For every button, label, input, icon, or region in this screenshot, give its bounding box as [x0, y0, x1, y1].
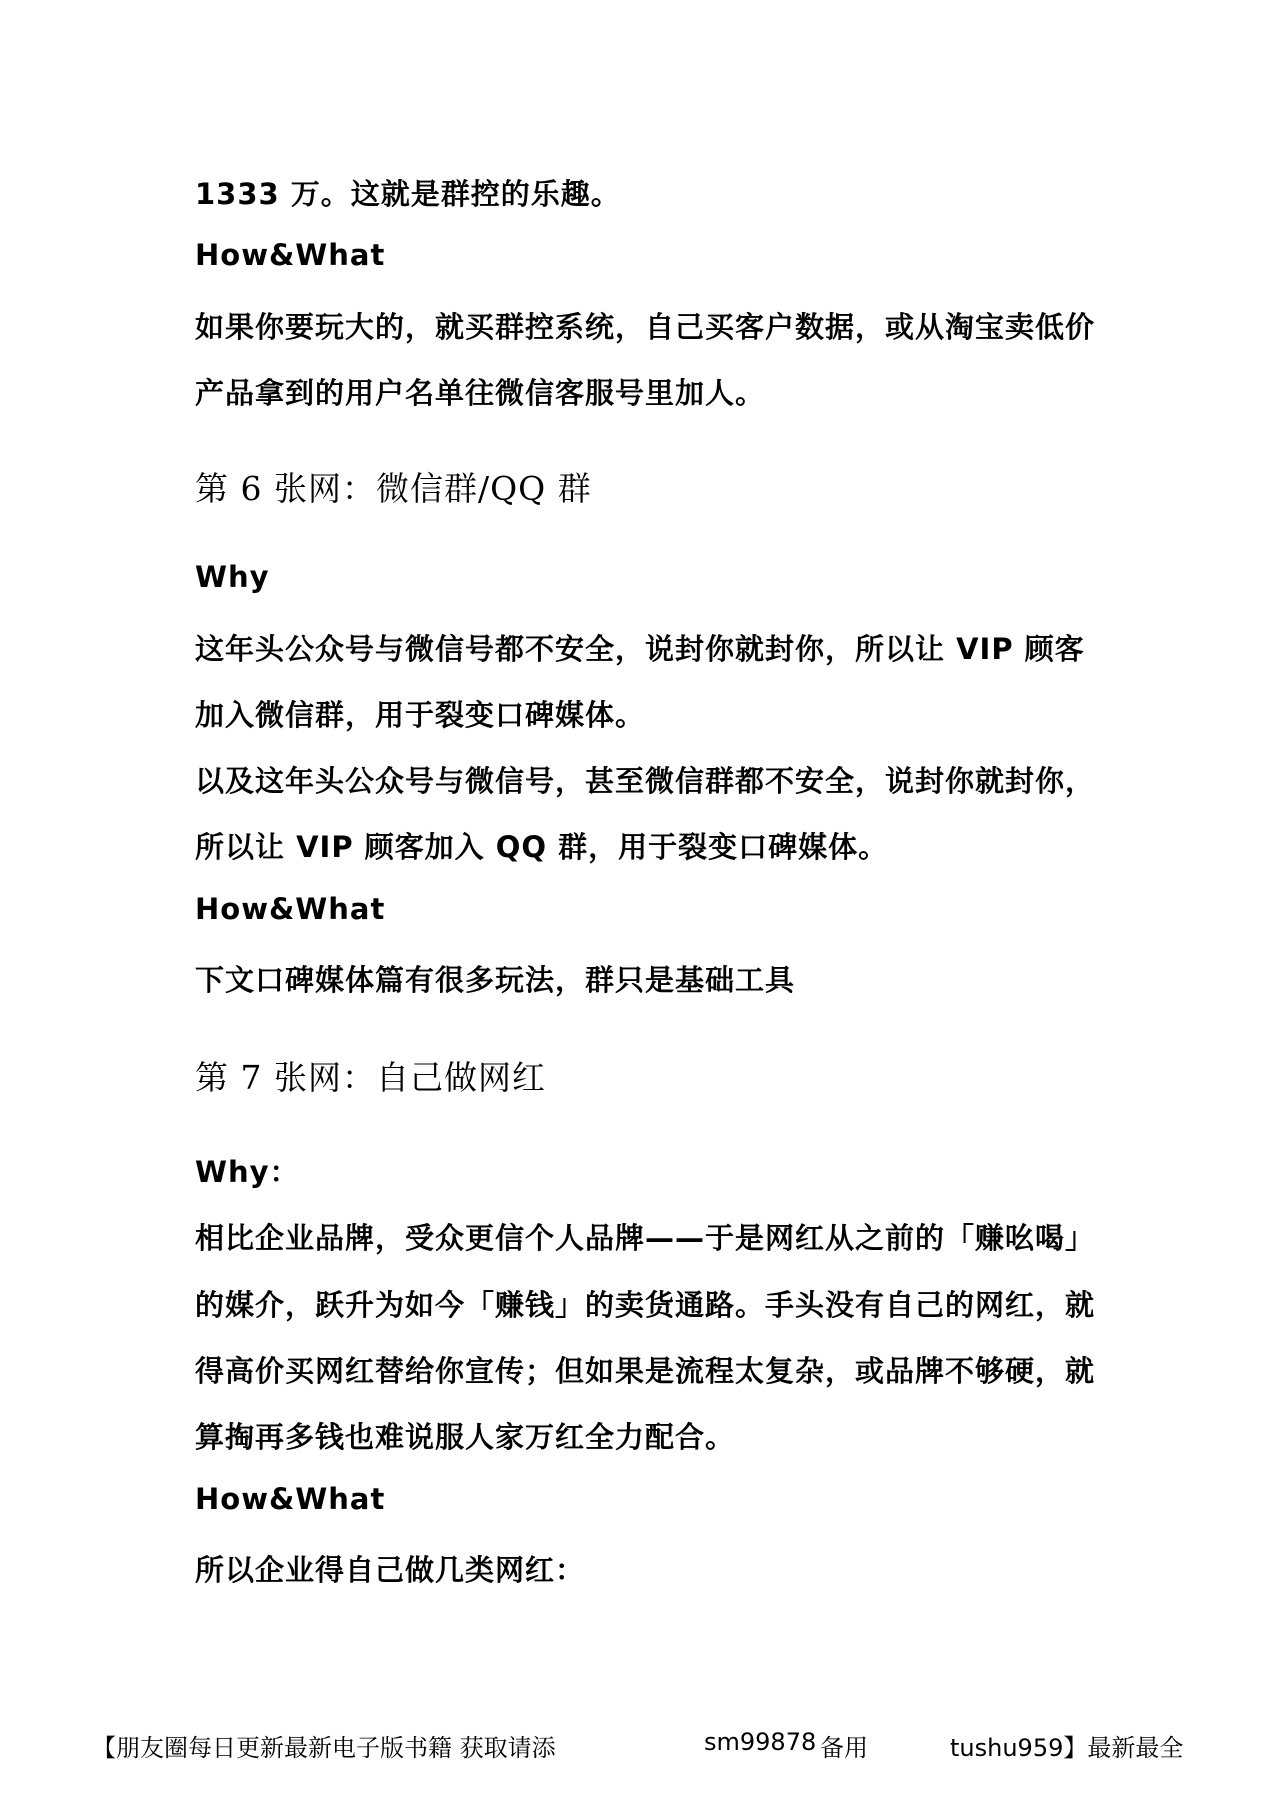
body-text-line: 以及这年头公众号与微信号，甚至微信群都不安全，说封你就封你，	[195, 764, 1096, 798]
body-text-line: 产品拿到的用户名单往微信客服号里加人。	[195, 376, 766, 410]
subheading-how-what: How&What	[195, 238, 386, 272]
footer-text-part: 备用	[820, 1734, 868, 1762]
subheading-how-what: How&What	[195, 892, 386, 926]
footer-text-part: 【朋友圈每日更新最新电子版书籍 获取请添	[92, 1734, 556, 1762]
body-text-line: 这年头公众号与微信号都不安全，说封你就封你，所以让 VIP 顾客	[195, 632, 1085, 666]
footer-text-part: tushu959】最新最全	[950, 1734, 1184, 1762]
body-text-line: 得高价买网红替给你宣传；但如果是流程太复杂，或品牌不够硬，就	[195, 1354, 1096, 1388]
body-text-line: 所以企业得自己做几类网红：	[195, 1553, 586, 1587]
body-text-line: 下文口碑媒体篇有很多玩法，群只是基础工具	[195, 963, 796, 997]
subheading-why: Why：	[195, 1155, 300, 1189]
section-heading-7: 第 7 张网：自己做网红	[195, 1058, 546, 1097]
body-text-line: 1333 万。这就是群控的乐趣。	[195, 177, 621, 211]
footer-text-part: sm99878	[704, 1728, 817, 1756]
body-text-line: 相比企业品牌，受众更信个人品牌——于是网红从之前的「赚吆喝」	[195, 1221, 1096, 1255]
body-text-line: 所以让 VIP 顾客加入 QQ 群，用于裂变口碑媒体。	[195, 830, 889, 864]
body-text-line: 加入微信群，用于裂变口碑媒体。	[195, 698, 646, 732]
section-heading-6: 第 6 张网：微信群/QQ 群	[195, 469, 592, 508]
body-text-line: 的媒介，跃升为如今「赚钱」的卖货通路。手头没有自己的网红，就	[195, 1288, 1096, 1322]
subheading-why: Why	[195, 560, 270, 594]
body-text-line: 如果你要玩大的，就买群控系统，自己买客户数据，或从淘宝卖低价	[195, 310, 1096, 344]
subheading-how-what: How&What	[195, 1482, 386, 1516]
body-text-line: 算掏再多钱也难说服人家万红全力配合。	[195, 1420, 736, 1454]
